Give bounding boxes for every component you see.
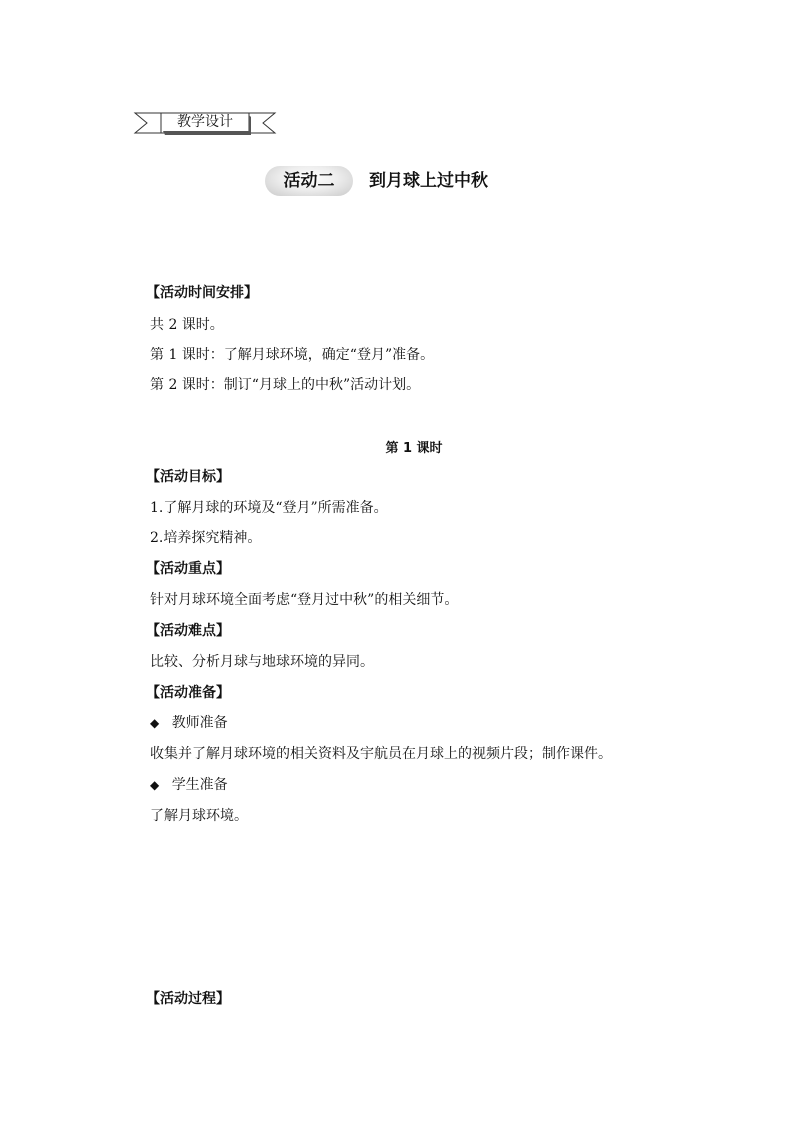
section-heading-goals: 【活动目标】 bbox=[146, 469, 230, 485]
goal-line: 1.了解月球的环境及“登月”所需准备。 bbox=[150, 500, 388, 516]
lesson-heading: 第 1 课时 bbox=[385, 441, 443, 456]
prep-teacher-text: 收集并了解月球环境的相关资料及宇航员在月球上的视频片段；制作课件。 bbox=[150, 746, 612, 762]
tag-label: 教学设计 bbox=[177, 114, 233, 130]
difficulty-text: 比较、分析月球与地球环境的异同。 bbox=[150, 654, 374, 670]
schedule-line: 第 1 课时：了解月球环境，确定“登月”准备。 bbox=[150, 347, 435, 363]
tag-ribbon bbox=[133, 110, 277, 136]
schedule-line: 第 2 课时：制订“月球上的中秋”活动计划。 bbox=[150, 377, 421, 393]
goal-line: 2.培养探究精神。 bbox=[150, 530, 262, 546]
key-point-text: 针对月球环境全面考虑“登月过中秋”的相关细节。 bbox=[150, 592, 459, 608]
prep-student-label: 学生准备 bbox=[171, 777, 228, 793]
prep-student-text: 了解月球环境。 bbox=[150, 808, 248, 824]
schedule-line: 共 2 课时。 bbox=[150, 317, 224, 333]
section-heading-process: 【活动过程】 bbox=[146, 991, 230, 1007]
diamond-bullet-icon: ◆ bbox=[150, 716, 160, 730]
prep-teacher-label: 教师准备 bbox=[171, 715, 228, 731]
title-pill-label: 活动二 bbox=[283, 171, 335, 191]
title-pill bbox=[265, 166, 353, 196]
diamond-bullet-icon: ◆ bbox=[150, 778, 160, 792]
section-heading-prep: 【活动准备】 bbox=[146, 685, 230, 701]
section-heading-difficulty: 【活动难点】 bbox=[146, 623, 230, 639]
title-main: 到月球上过中秋 bbox=[369, 171, 488, 191]
section-heading-key-point: 【活动重点】 bbox=[146, 561, 230, 577]
section-heading-schedule: 【活动时间安排】 bbox=[146, 285, 258, 301]
prep-teacher-item bbox=[150, 712, 228, 732]
prep-student-item bbox=[150, 774, 228, 794]
